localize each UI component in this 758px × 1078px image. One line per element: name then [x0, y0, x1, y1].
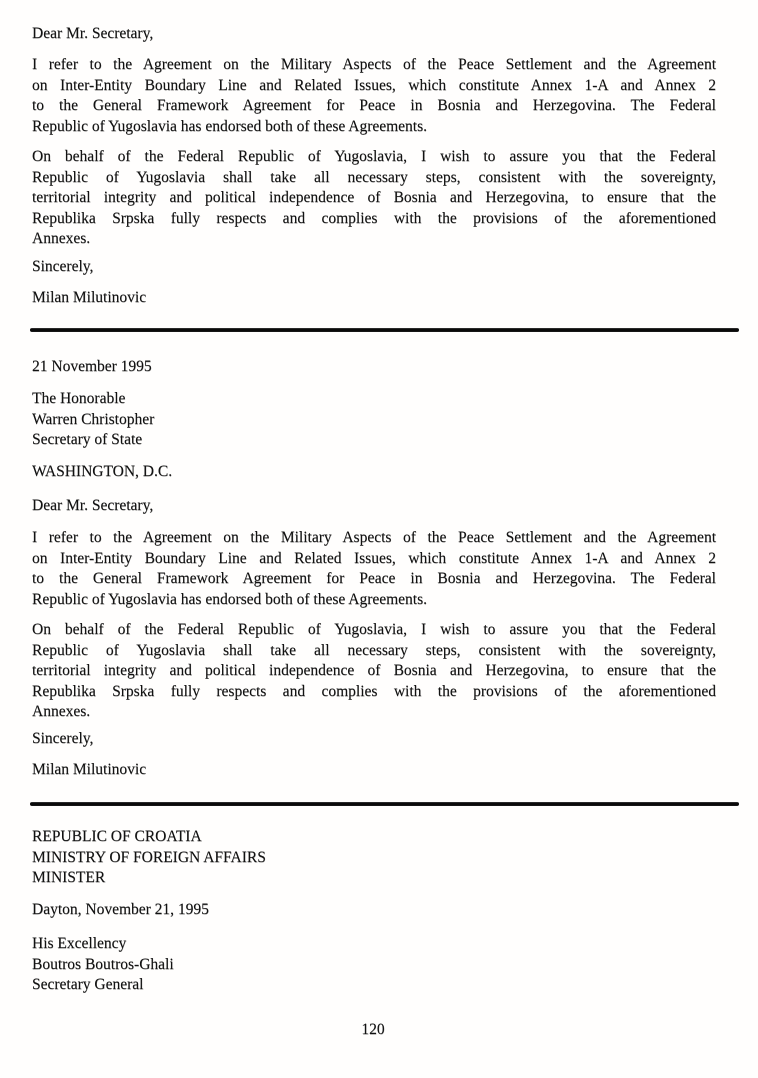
page-number: 120: [361, 1021, 385, 1038]
signature-name: Milan Milutinovic: [32, 289, 147, 306]
text-line: to the General Framework Agreement for Peace in Bosnia and Herzegovina. The Federal: [32, 570, 716, 587]
signature-name: Milan Milutinovic: [32, 761, 147, 778]
text-line: I refer to the Agreement on the Military Aspects of the Peace Settlement and the Agreement: [32, 56, 716, 73]
dateline: Dayton, November 21, 1995: [32, 901, 209, 918]
closing: Sincerely,: [32, 258, 94, 275]
city-line: WASHINGTON, D.C.: [32, 463, 173, 480]
closing: Sincerely,: [32, 730, 94, 747]
body-paragraph: [32, 147, 716, 250]
text-line: MINISTRY OF FOREIGN AFFAIRS: [32, 848, 266, 866]
body-paragraph: [32, 620, 716, 723]
text-line: Secretary of State: [32, 431, 143, 448]
letterhead: [32, 827, 716, 889]
salutation: Dear Mr. Secretary,: [32, 497, 154, 514]
text-line: territorial integrity and political independence of Bosnia and Herzegovina, to ensure that the: [32, 662, 716, 679]
recipient-address: [32, 934, 716, 996]
text-line: territorial integrity and political independence of Bosnia and Herzegovina, to ensure that the: [32, 189, 716, 206]
body-paragraph: [32, 528, 716, 610]
horizontal-rule: [30, 802, 739, 806]
text-line: The Honorable: [32, 390, 126, 407]
text-line: Warren Christopher: [32, 410, 155, 428]
text-line: His Excellency: [32, 935, 127, 952]
text-line: I refer to the Agreement on the Military Aspects of the Peace Settlement and the Agreement: [32, 529, 716, 546]
text-line: Boutros Boutros-Ghali: [32, 955, 174, 973]
text-line: Republika Srpska fully respects and complies with the provisions of the aforementioned: [32, 682, 716, 700]
letter-date: 21 November 1995: [32, 358, 152, 375]
text-line: on Inter-Entity Boundary Line and Related Issues, which constitute Annex 1-A and Annex 2: [32, 76, 716, 94]
text-line: MINISTER: [32, 869, 106, 886]
horizontal-rule: [30, 328, 739, 332]
text-line: Annexes.: [32, 703, 91, 720]
text-line: On behalf of the Federal Republic of Yugoslavia, I wish to assure you that the Federal: [32, 148, 716, 165]
text-line: Republic of Yugoslavia shall take all necessary steps, consistent with the sovereignty,: [32, 168, 716, 186]
text-line: REPUBLIC OF CROATIA: [32, 828, 202, 845]
text-line: Republic of Yugoslavia has endorsed both of these Agreements.: [32, 590, 428, 608]
text-line: Annexes.: [32, 230, 91, 247]
text-line: Secretary General: [32, 976, 144, 993]
text-line: on Inter-Entity Boundary Line and Related Issues, which constitute Annex 1-A and Annex 2: [32, 549, 716, 567]
text-line: Republic of Yugoslavia shall take all necessary steps, consistent with the sovereignty,: [32, 641, 716, 659]
text-line: Republic of Yugoslavia has endorsed both of these Agreements.: [32, 117, 428, 135]
text-line: Republika Srpska fully respects and complies with the provisions of the aforementioned: [32, 209, 716, 227]
salutation: Dear Mr. Secretary,: [32, 25, 154, 42]
text-line: to the General Framework Agreement for Peace in Bosnia and Herzegovina. The Federal: [32, 97, 716, 114]
text-line: On behalf of the Federal Republic of Yugoslavia, I wish to assure you that the Federal: [32, 621, 716, 638]
body-paragraph: [32, 55, 716, 137]
recipient-address: [32, 389, 716, 451]
